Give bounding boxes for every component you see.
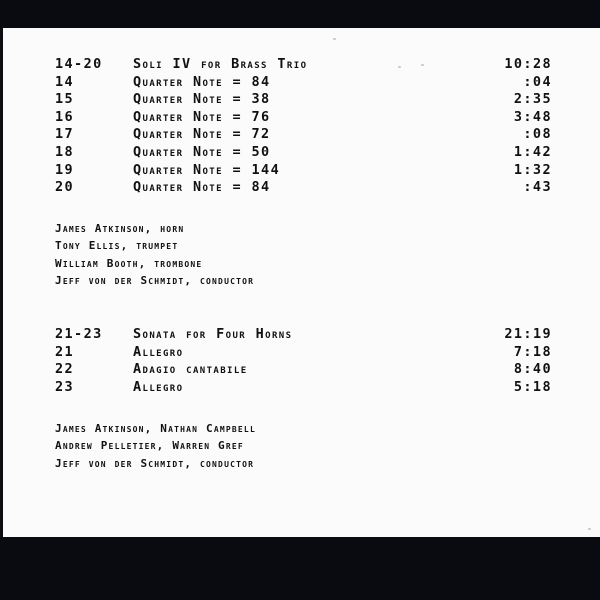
scan-speck (588, 528, 591, 530)
track-row (3, 74, 600, 92)
credit-line: James Atkinson, horn (55, 222, 185, 235)
track-row (3, 379, 600, 397)
track-number: 14-20 (55, 56, 103, 72)
track-duration: 10:28 (504, 56, 552, 72)
track-number: 17 (55, 126, 75, 142)
scan-speck (398, 66, 401, 68)
credit-line: James Atkinson, Nathan Campbell (55, 422, 256, 435)
track-row (3, 344, 600, 362)
track-number: 18 (55, 144, 75, 160)
track-title: Quarter Note = 38 (133, 91, 271, 107)
track-row (3, 144, 600, 162)
track-duration: 21:19 (504, 326, 552, 342)
scan-speck (333, 38, 336, 40)
track-number: 14 (55, 74, 75, 90)
bottom-border (0, 537, 600, 600)
track-title: Quarter Note = 144 (133, 162, 281, 178)
track-duration: 8:40 (513, 361, 552, 377)
credit-line: Jeff von der Schmidt, conductor (55, 457, 255, 470)
track-duration: 7:18 (513, 344, 552, 360)
track-number: 22 (55, 361, 75, 377)
track-duration: 2:35 (513, 91, 552, 107)
track-row (3, 91, 600, 109)
liner-notes-page (3, 28, 600, 537)
track-title: Quarter Note = 84 (133, 74, 271, 90)
track-duration: 1:42 (513, 144, 552, 160)
track-title: Allegro (133, 344, 184, 360)
track-title: Quarter Note = 50 (133, 144, 271, 160)
scan-speck (421, 64, 424, 66)
track-number: 16 (55, 109, 75, 125)
track-row (3, 162, 600, 180)
credit-line: Andrew Pelletier, Warren Gref (55, 439, 244, 452)
credit-line: William Booth, trombone (55, 257, 203, 270)
track-title: Sonata for Four Horns (133, 326, 293, 342)
track-title: Quarter Note = 72 (133, 126, 271, 142)
top-border (0, 0, 600, 28)
track-duration: :08 (523, 126, 552, 142)
track-duration: :43 (523, 179, 552, 195)
track-row (3, 179, 600, 197)
track-title: Soli IV for Brass Trio (133, 56, 308, 72)
track-duration: 3:48 (513, 109, 552, 125)
track-number: 23 (55, 379, 75, 395)
track-title: Adagio cantabile (133, 361, 248, 377)
track-title: Quarter Note = 76 (133, 109, 271, 125)
track-row (3, 56, 600, 74)
track-number: 21-23 (55, 326, 103, 342)
track-duration: :04 (523, 74, 552, 90)
track-number: 20 (55, 179, 75, 195)
track-title: Quarter Note = 84 (133, 179, 271, 195)
track-number: 19 (55, 162, 75, 178)
track-row (3, 361, 600, 379)
track-duration: 1:32 (513, 162, 552, 178)
track-row (3, 126, 600, 144)
track-number: 21 (55, 344, 75, 360)
track-row (3, 326, 600, 344)
track-duration: 5:18 (513, 379, 552, 395)
credit-line: Jeff von der Schmidt, conductor (55, 274, 255, 287)
track-title: Allegro (133, 379, 184, 395)
credit-line: Tony Ellis, trumpet (55, 239, 179, 252)
track-row (3, 109, 600, 127)
track-number: 15 (55, 91, 75, 107)
